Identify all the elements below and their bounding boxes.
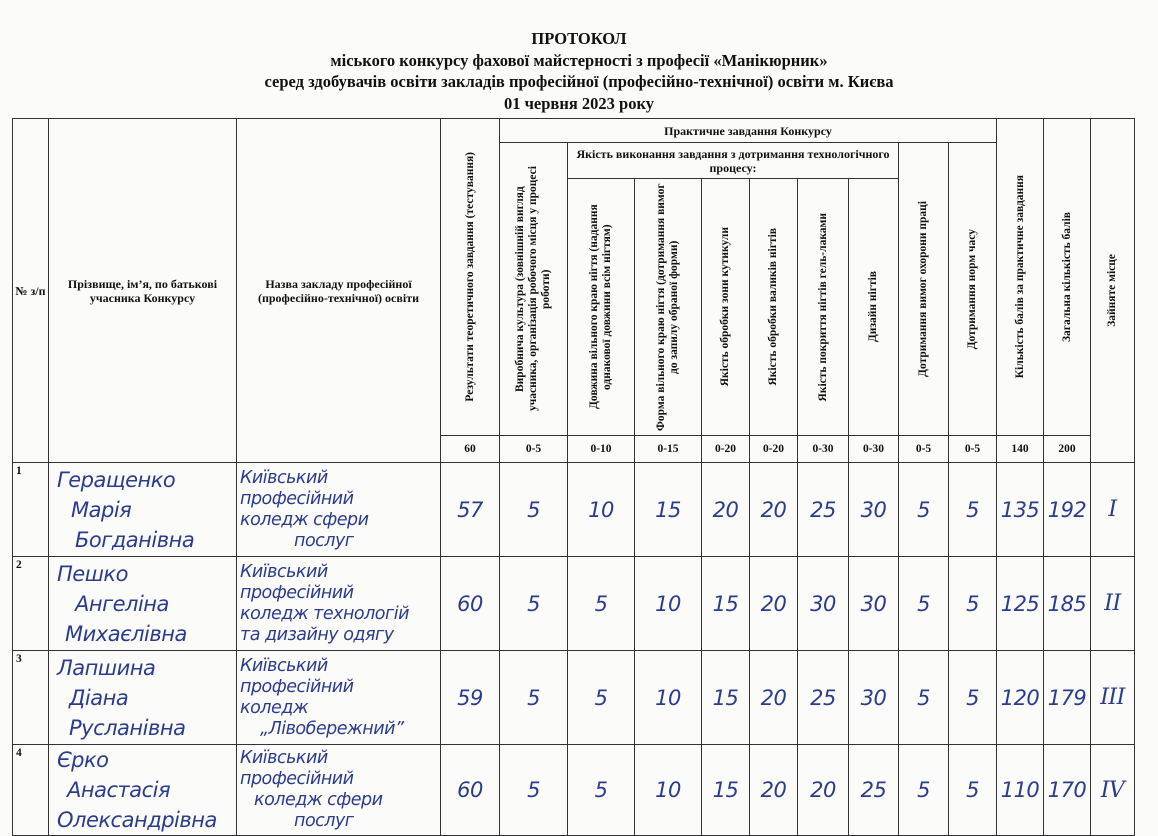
- header-safety: Дотримання вимог охорони праці: [899, 143, 949, 436]
- score-rollers: 20: [750, 651, 798, 745]
- range-cell: 0-15: [635, 436, 702, 463]
- score-practical-total: 110: [997, 745, 1044, 836]
- score-design: 30: [849, 557, 899, 651]
- score-design: 25: [849, 745, 899, 836]
- header-theory: Результати теоретичного завдання (тестування): [441, 119, 500, 436]
- contest-subtitle: серед здобувачів освіти закладів професійної (професійно-технічної) освіти м. Києва: [264, 72, 894, 91]
- score-cuticle: 15: [702, 745, 750, 836]
- header-rollers: Якість обробки валиків нігтів: [750, 179, 798, 436]
- row-number: 4: [13, 745, 49, 836]
- score-form: 15: [635, 463, 702, 557]
- score-form: 10: [635, 557, 702, 651]
- score-total: 192: [1044, 463, 1091, 557]
- protocol-date: 01 червня 2023 року: [504, 93, 654, 113]
- score-time: 5: [949, 745, 997, 836]
- score-cuticle: 20: [702, 463, 750, 557]
- score-time: 5: [949, 463, 997, 557]
- header-coating: Якість покриття нігтів гель-лаками: [798, 179, 849, 436]
- header-quality-group: Якість виконання завдання з дотримання технологічного процесу:: [568, 143, 899, 179]
- range-cell: 0-30: [849, 436, 899, 463]
- range-cell: 0-20: [702, 436, 750, 463]
- school-name: Київський професійний коледж технологій та дизайну одягу: [237, 557, 441, 651]
- header-place: Зайняте місце: [1091, 119, 1135, 463]
- place-value: I: [1091, 463, 1135, 557]
- score-total: 185: [1044, 557, 1091, 651]
- participant-name: Геращенко Марія Богданівна: [49, 463, 237, 557]
- table-row: [13, 557, 1135, 651]
- participant-name: Лапшина Діана Русланівна: [49, 651, 237, 745]
- range-cell: 200: [1044, 436, 1091, 463]
- score-length: 5: [568, 745, 635, 836]
- school-name: Київський професійний коледж сфери послуг: [237, 463, 441, 557]
- contest-title: міського конкурсу фахової майстерності з професії «Манікюрник»: [330, 50, 828, 70]
- place-value: II: [1091, 557, 1135, 651]
- score-coating: 20: [798, 745, 849, 836]
- header-school: Назва закладу професійної (професійно-технічної) освіти: [237, 119, 441, 463]
- range-cell: 0-5: [899, 436, 949, 463]
- score-culture: 5: [500, 651, 568, 745]
- row-number: 2: [13, 557, 49, 651]
- score-culture: 5: [500, 745, 568, 836]
- score-practical-total: 125: [997, 557, 1044, 651]
- row-number: 3: [13, 651, 49, 745]
- score-rollers: 20: [750, 557, 798, 651]
- header-name: Прізвище, ім’я, по батькові учасника Конкурсу: [49, 119, 237, 463]
- header-total: Загальна кількість балів: [1044, 119, 1091, 436]
- score-total: 170: [1044, 745, 1091, 836]
- score-practical-total: 135: [997, 463, 1044, 557]
- score-design: 30: [849, 651, 899, 745]
- header-cuticle: Якість обробки зони кутикули: [702, 179, 750, 436]
- header-number: № з/п: [13, 119, 49, 463]
- score-rollers: 20: [750, 463, 798, 557]
- score-length: 10: [568, 463, 635, 557]
- header-time: Дотримання норм часу: [949, 143, 997, 436]
- score-time: 5: [949, 651, 997, 745]
- place-value: IV: [1091, 745, 1135, 836]
- score-theory: 60: [441, 557, 500, 651]
- score-theory: 59: [441, 651, 500, 745]
- score-time: 5: [949, 557, 997, 651]
- score-theory: 57: [441, 463, 500, 557]
- header-length: Довжина вільного краю нігтя (надання однакової довжини всім нігтям): [568, 179, 635, 436]
- range-cell: 0-5: [500, 436, 568, 463]
- protocol-title: ПРОТОКОЛ: [531, 29, 627, 48]
- header-design: Дизайн нігтів: [849, 179, 899, 436]
- table-row: [13, 651, 1135, 745]
- range-cell: 0-5: [949, 436, 997, 463]
- school-name: Київський професійний коледж „Лівобережний”: [237, 651, 441, 745]
- score-rollers: 20: [750, 745, 798, 836]
- score-safety: 5: [899, 745, 949, 836]
- place-value: III: [1091, 651, 1135, 745]
- score-safety: 5: [899, 651, 949, 745]
- score-length: 5: [568, 651, 635, 745]
- score-culture: 5: [500, 463, 568, 557]
- score-length: 5: [568, 557, 635, 651]
- document-header: [0, 28, 1158, 114]
- header-culture: Виробнича культура (зовнішній вигляд учасника, організація робочого місця у процесі роботи): [500, 143, 568, 436]
- score-theory: 60: [441, 745, 500, 836]
- table-row: [13, 463, 1135, 557]
- score-cuticle: 15: [702, 557, 750, 651]
- school-name: Київський професійний коледж сфери послуг: [237, 745, 441, 836]
- score-safety: 5: [899, 463, 949, 557]
- header-practical-group: Практичне завдання Конкурсу: [500, 119, 997, 143]
- participant-name: Пешко Ангеліна Михаєлівна: [49, 557, 237, 651]
- range-cell: 140: [997, 436, 1044, 463]
- participant-name: Єрко Анастасія Олександрівна: [49, 745, 237, 836]
- table-row: [13, 745, 1135, 836]
- range-cell: 0-30: [798, 436, 849, 463]
- score-coating: 25: [798, 651, 849, 745]
- header-practical-total: Кількість балів за практичне завдання: [997, 119, 1044, 436]
- score-culture: 5: [500, 557, 568, 651]
- range-cell: 60: [441, 436, 500, 463]
- score-safety: 5: [899, 557, 949, 651]
- results-table: [12, 118, 1135, 836]
- range-cell: 0-20: [750, 436, 798, 463]
- score-coating: 25: [798, 463, 849, 557]
- score-cuticle: 15: [702, 651, 750, 745]
- header-form: Форма вільного краю нігтя (дотримання вимог до запилу обраної форми): [635, 179, 702, 436]
- score-practical-total: 120: [997, 651, 1044, 745]
- score-total: 179: [1044, 651, 1091, 745]
- score-form: 10: [635, 745, 702, 836]
- range-cell: 0-10: [568, 436, 635, 463]
- row-number: 1: [13, 463, 49, 557]
- score-form: 10: [635, 651, 702, 745]
- score-coating: 30: [798, 557, 849, 651]
- score-design: 30: [849, 463, 899, 557]
